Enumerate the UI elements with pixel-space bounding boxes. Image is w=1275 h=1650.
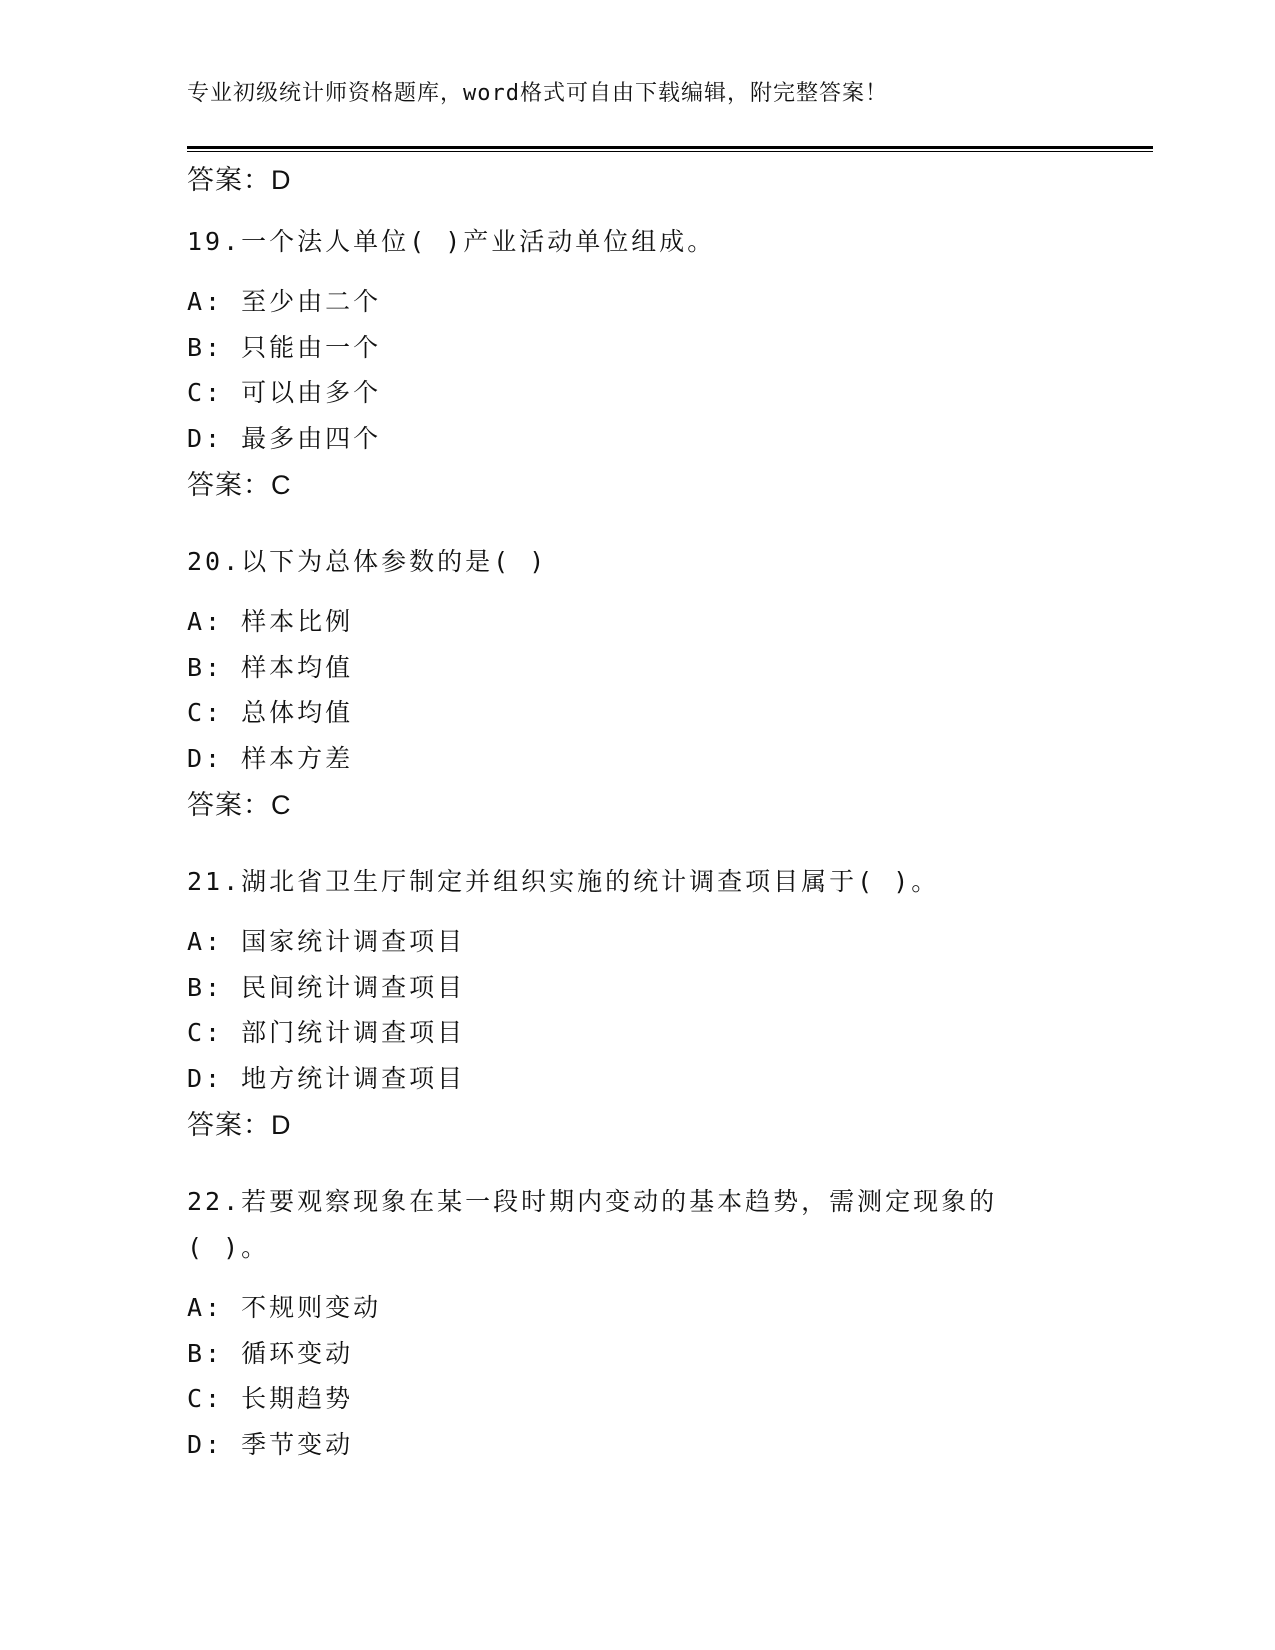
question-19-stem: 19.一个法人单位( )产业活动单位组成。 bbox=[187, 227, 716, 256]
question-19-option-a: A: 至少由二个 bbox=[187, 287, 382, 316]
answer-18: 答案：D bbox=[187, 165, 292, 195]
question-21-option-c: C: 部门统计调查项目 bbox=[187, 1018, 466, 1047]
question-21-option-b: B: 民间统计调查项目 bbox=[187, 973, 466, 1002]
question-20-option-a: A: 样本比例 bbox=[187, 607, 354, 636]
question-22-option-c: C: 长期趋势 bbox=[187, 1384, 354, 1413]
question-21-stem: 21.湖北省卫生厅制定并组织实施的统计调查项目属于( )。 bbox=[187, 867, 940, 896]
answer-21: 答案：D bbox=[187, 1110, 292, 1140]
question-20-option-c: C: 总体均值 bbox=[187, 698, 354, 727]
question-19-option-c: C: 可以由多个 bbox=[187, 378, 382, 407]
question-21-option-a: A: 国家统计调查项目 bbox=[187, 927, 466, 956]
question-22-stem-continued: ( )。 bbox=[187, 1233, 270, 1262]
header-rule-thin bbox=[187, 151, 1153, 152]
question-20-option-b: B: 样本均值 bbox=[187, 653, 354, 682]
question-20-stem: 20.以下为总体参数的是( ) bbox=[187, 547, 548, 576]
question-20-option-d: D: 样本方差 bbox=[187, 744, 354, 773]
question-22-option-b: B: 循环变动 bbox=[187, 1339, 354, 1368]
question-21-option-d: D: 地方统计调查项目 bbox=[187, 1064, 466, 1093]
header-rule-thick bbox=[187, 146, 1153, 149]
question-19-option-b: B: 只能由一个 bbox=[187, 333, 382, 362]
answer-20: 答案：C bbox=[187, 790, 292, 820]
question-19-option-d: D: 最多由四个 bbox=[187, 424, 382, 453]
page-header: 专业初级统计师资格题库，word格式可自由下载编辑，附完整答案！ bbox=[187, 81, 888, 106]
question-22-option-a: A: 不规则变动 bbox=[187, 1293, 382, 1322]
question-22-stem: 22.若要观察现象在某一段时期内变动的基本趋势，需测定现象的 bbox=[187, 1187, 998, 1216]
question-22-option-d: D: 季节变动 bbox=[187, 1430, 354, 1459]
answer-19: 答案：C bbox=[187, 470, 292, 500]
